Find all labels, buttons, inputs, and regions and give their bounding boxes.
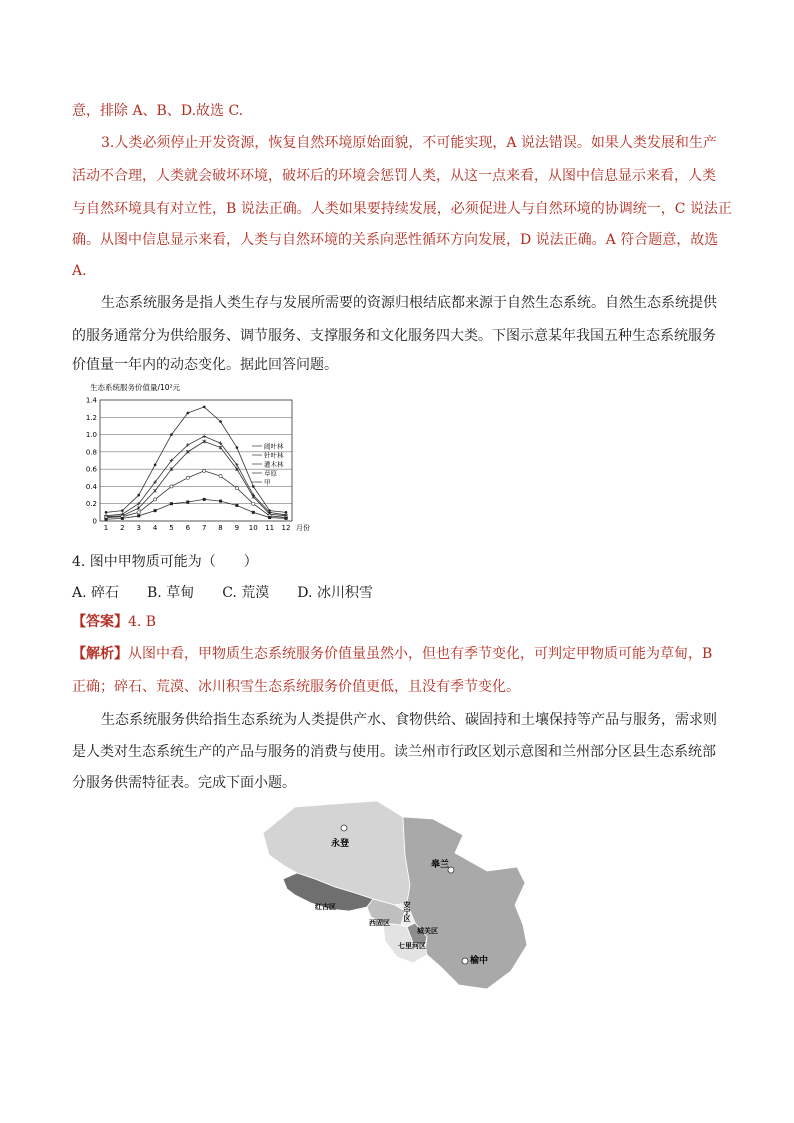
map-label-yongdeng: 永登 [331,839,350,849]
chart-y-tick-label: 0 [92,517,97,526]
chart-data-point [153,498,156,501]
map-label-gaolan: 皋兰 [431,860,450,870]
chart-data-point [137,514,140,517]
answer-value: 4. B [128,614,157,630]
chart-data-point [202,435,206,439]
analysis-text: 从图中看，甲物质生态系统服务价值量虽然小，但也有季节变化，可判定甲物质可能为草甸，B [128,646,713,662]
q4-stem: 4. 图中甲物质可能为（ ） [72,554,258,570]
map-label-chengguan: 城关区 [417,927,438,935]
chart-x-tick-label: 8 [218,524,223,532]
q3-analysis-line: 活动不合理，人类就会破坏环境，破坏后的环境会惩罚人类，从这一点来看，从图中信息显示来看，人类 [72,168,716,184]
city-marker [341,825,347,831]
chart-data-point [170,502,173,505]
chart-data-point [170,433,173,436]
chart-x-tick-label: 11 [265,524,275,532]
chart-data-point [154,509,157,512]
chart-data-point [235,504,238,507]
analysis-tag: 【解析】 [72,646,128,662]
chart-data-point [105,511,108,514]
map-label-honggu: 红古区 [315,903,336,911]
chart-data-point [252,502,255,505]
chart-legend-label: 甲 [264,478,271,487]
chart-y-tick-label: 1.4 [85,396,97,405]
map-label-xigu: 西固区 [369,919,390,927]
map-label-anning: 安宁区 [403,901,411,922]
chart-data-point [121,517,124,520]
chart-data-point [203,406,206,409]
chart-data-point [268,516,271,519]
chart-x-tick-label: 4 [152,524,158,532]
chart-legend-label: 阔叶林 [264,442,284,451]
chart-data-point [252,511,255,514]
chart-y-tick-label: 0.4 [85,482,97,491]
map-label-qilihe: 七里河区 [398,942,426,950]
q4-options: A. 碎石 B. 草甸 C. 荒漠 D. 冰川积雪 [72,585,373,601]
chart-legend-label: 灌木林 [264,460,284,469]
chart-x-tick-label: 2 [120,524,125,532]
chart-y-tick-label: 0.8 [85,448,97,457]
q4-analysis-line [72,644,712,664]
chart-x-tick-label: 6 [185,524,191,532]
intro-paragraph-line: 生态系统服务是指人类生存与发展所需要的资源归根结底都来源于自然生态系统。自然生态系统提供 [101,295,717,311]
answer-tag: 【答案】 [72,614,128,630]
q4-answer [72,612,156,632]
chart-x-tick-label: 5 [169,524,174,532]
chart-data-point [154,464,157,467]
chart-y-tick-label: 1.0 [85,431,97,440]
chart-data-point [236,446,239,449]
chart-data-point [285,517,288,520]
intro-paragraph-line: 价值量一年内的动态变化。据此回答问题。 [72,357,338,373]
chart-data-point [252,485,255,488]
intro-paragraph-line: 分服务供需特征表。完成下面小题。 [72,775,296,791]
chart-data-point [170,485,173,488]
city-marker [462,958,468,964]
chart-title: 生态系统服务价值量/10²元 [90,383,181,392]
intro-paragraph-line: 是人类对生态系统生产的产品与服务的消费与使用。读兰州市行政区划示意图和兰州部分区县生态系统部 [72,744,716,760]
chart-x-axis-label: 月份 [296,524,310,532]
chart-data-point [187,412,190,415]
chart-x-tick-label: 7 [201,524,207,532]
chart-data-point [203,469,206,472]
chart-series-line [106,407,286,512]
chart-y-tick-label: 0.6 [85,465,97,474]
chart-data-point [137,506,140,510]
chart-data-point [235,487,238,490]
q3-analysis-line: 与自然环境具有对立性，B 说法正确。人类如果要持续发展，必须促进人与自然环境的协调统一，C 说法正 [72,201,732,217]
chart-legend-label: 草原 [264,469,277,478]
chart-x-tick-label: 12 [281,524,291,532]
q4-analysis-line: 正确；碎石、荒漠、冰川积雪生态系统服务价值更低，且没有季节变化。 [72,679,520,695]
intro-paragraph-line: 生态系统服务供给指生态系统为人类提供产水、食物供给、碳固持和土壤保持等产品与服务，需求则 [101,712,717,728]
lanzhou-district-map [255,795,560,1000]
q3-analysis-line: 3.人类必须停止开发资源，恢复自然环境原始面貌，不可能实现，A 说法错误。如果人类发展和生产 [101,135,717,151]
chart-data-point [186,476,189,479]
chart-data-point [219,420,222,423]
chart-data-point [186,500,189,503]
chart-data-point [121,509,124,512]
chart-data-point [137,511,140,514]
intro-paragraph-line: 的服务通常分为供给服务、调节服务、支撑服务和文化服务四大类。下图示意某年我国五种生态系统服务 [72,328,716,344]
chart-data-point [219,500,222,503]
chart-legend-label: 针叶林 [264,451,284,460]
chart-x-tick-label: 3 [136,524,141,532]
ecosystem-service-line-chart [70,378,330,538]
prev-answer-line: 意，排除 A、B、D.故选 C. [72,103,244,119]
chart-data-point [203,498,206,501]
chart-data-point [153,489,156,493]
chart-y-tick-label: 0.2 [85,500,97,509]
chart-y-tick-label: 1.2 [85,413,97,422]
map-label-yuzhong: 榆中 [470,956,489,966]
chart-x-tick-label: 1 [103,524,109,532]
q3-analysis-line: 确。从图中信息显示来看，人类与自然环境的关系向恶性循环方向发展，D 说法正确。A 符合题意，故选 [72,232,719,248]
q3-analysis-line: A. [72,263,87,279]
chart-data-point [137,494,140,497]
chart-x-tick-label: 10 [248,524,258,532]
chart-series-line [106,441,286,516]
chart-x-tick-label: 9 [234,524,240,532]
chart-data-point [105,518,108,521]
chart-data-point [219,474,222,477]
